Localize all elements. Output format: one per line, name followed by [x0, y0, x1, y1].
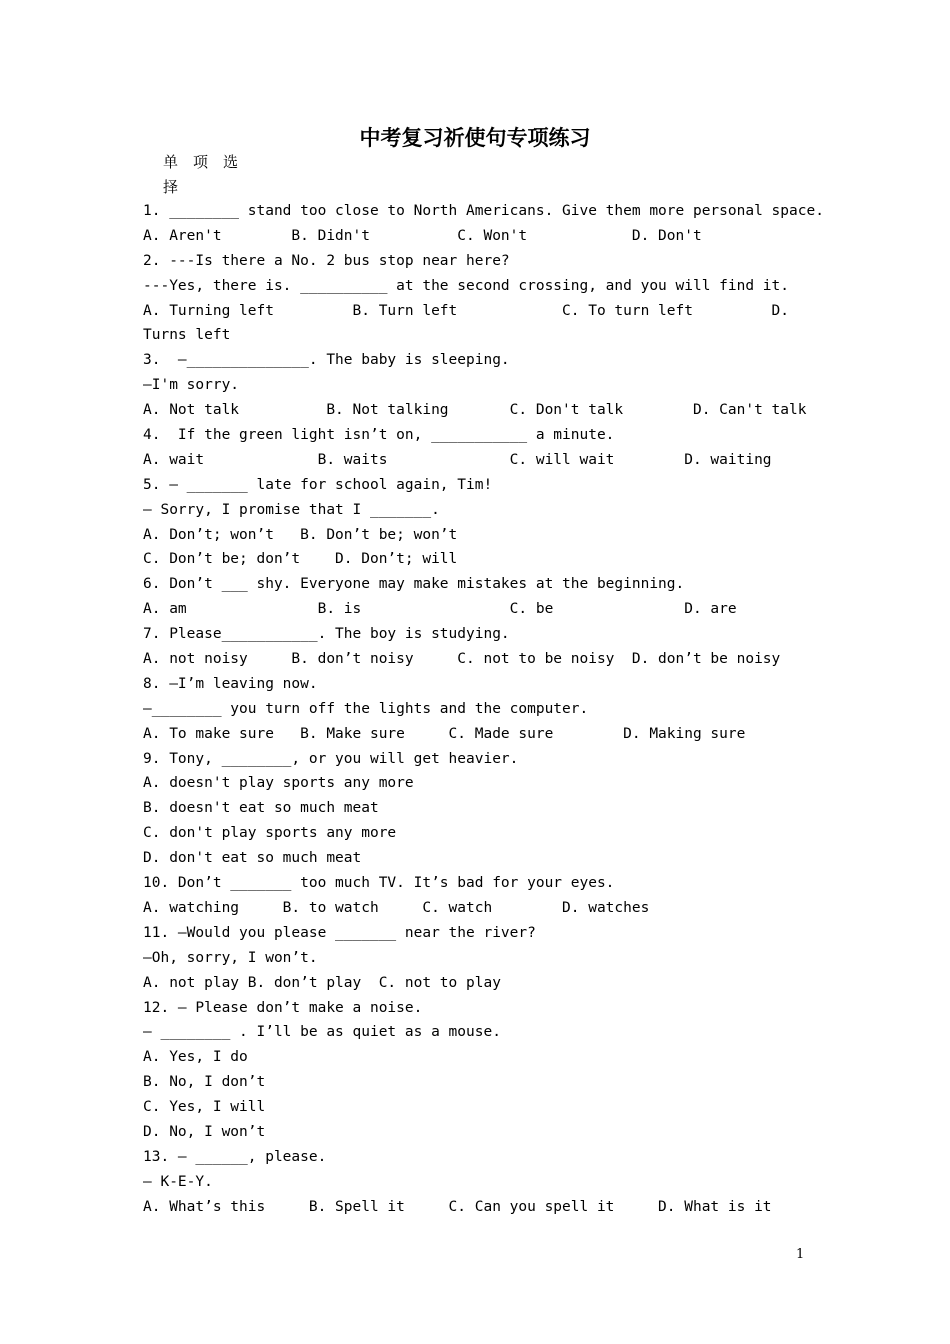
text-line: 4. If the green light isn’t on, ___________ a minute. [143, 427, 615, 444]
text-line: — Sorry, I promise that I _______. [143, 501, 440, 518]
text-line: C. don't play sports any more [143, 825, 397, 842]
text-line: A. doesn't play sports any more [143, 775, 414, 792]
text-line: C. Don’t be; don’t D. Don’t; will [143, 551, 458, 568]
text-line: A. Not talk B. Not talking C. Don't talk D. Can't talk [143, 402, 807, 419]
text-line: 12. — Please don’t make a noise. [143, 999, 423, 1016]
text-line: B. No, I don’t [143, 1074, 266, 1091]
section-heading: 单 项 选 择 [163, 153, 242, 196]
text-line: C. Yes, I will [143, 1099, 266, 1116]
text-line: A. watching B. to watch C. watch D. watches [143, 899, 650, 916]
text-line: A. To make sure B. Make sure C. Made sure D. Making sure [143, 725, 746, 742]
page-number: 1 [796, 1247, 805, 1262]
text-line: A. not noisy B. don’t noisy C. not to be noisy D. don’t be noisy [143, 651, 781, 668]
text-line: 10. Don’t _______ too much TV. It’s bad for your eyes. [143, 875, 615, 892]
text-line: 1. ________ stand too close to North Americans. Give them more personal space. [143, 203, 824, 219]
text-line: A. wait B. waits C. will wait D. waiting [143, 451, 772, 468]
text-line: 5. — _______ late for school again, Tim! [143, 476, 493, 493]
text-line: 6. Don’t ___ shy. Everyone may make mistakes at the beginning. [143, 576, 685, 593]
text-line: 9. Tony, ________, or you will get heavier. [143, 750, 519, 767]
text-line: A. Turning left B. Turn left C. To turn left D. [143, 302, 790, 319]
text-line: 7. Please___________. The boy is studying. [143, 626, 510, 643]
text-line: —________ you turn off the lights and the computer. [143, 700, 589, 717]
text-line: A. am B. is C. be D. are [143, 601, 737, 618]
text-line: — K-E-Y. [143, 1173, 213, 1190]
text-line: 3. —______________. The baby is sleeping. [143, 352, 510, 369]
text-line: Turns left [143, 327, 231, 344]
page-title: 中考复习祈使句专项练习 [359, 125, 591, 150]
text-line: B. doesn't eat so much meat [143, 800, 379, 817]
text-line: —I'm sorry. [143, 377, 240, 394]
text-line: A. What’s this B. Spell it C. Can you spell it D. What is it [143, 1198, 772, 1215]
text-line: 2. ---Is there a No. 2 bus stop near here? [143, 252, 510, 269]
text-line: D. No, I won’t [143, 1123, 266, 1140]
text-line: 11. —Would you please _______ near the river? [143, 924, 536, 941]
text-line: D. don't eat so much meat [143, 850, 362, 867]
text-line: ---Yes, there is. __________ at the second crossing, and you will find it. [143, 277, 790, 294]
text-line: A. Aren't B. Didn't C. Won't D. Don't [143, 227, 702, 244]
text-line: —Oh, sorry, I won’t. [143, 949, 318, 966]
question-list [143, 199, 823, 1220]
text-line: 13. — ______, please. [143, 1148, 327, 1165]
text-line: — ________ . I’ll be as quiet as a mouse. [143, 1024, 501, 1041]
text-line: 8. —I’m leaving now. [143, 675, 318, 692]
text-line: A. Don’t; won’t B. Don’t be; won’t [143, 526, 458, 543]
text-line: A. Yes, I do [143, 1049, 248, 1066]
text-line: A. not play B. don’t play C. not to play [143, 974, 501, 991]
